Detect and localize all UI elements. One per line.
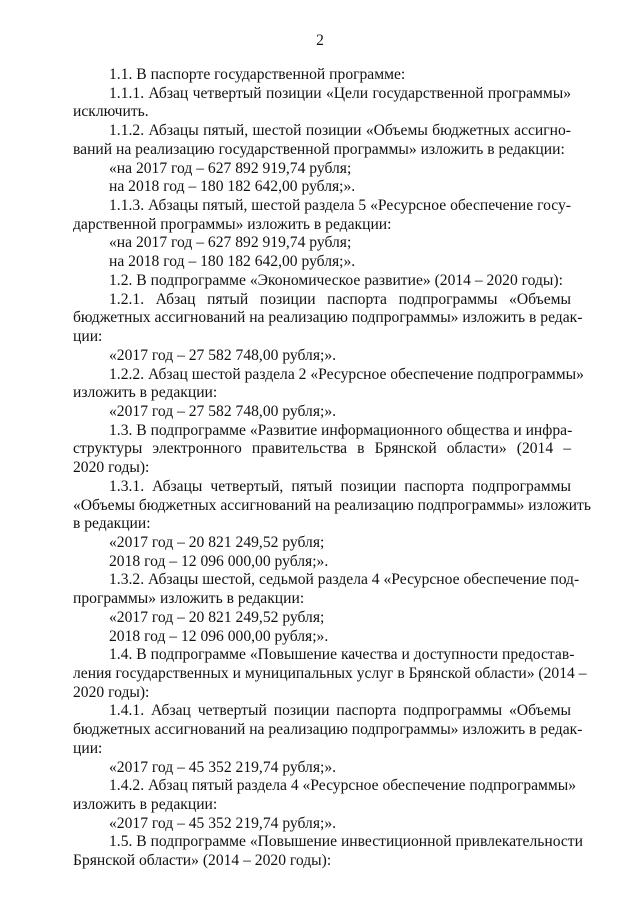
text-line: изложить в редакции: [73, 384, 218, 402]
text-line: 1.2.1. Абзац пятый позиции паспорта подпрограммы «Объемы [109, 290, 571, 308]
text-line: «на 2017 год – 627 892 919,74 рубля; [109, 234, 352, 252]
text-line: 1.2. В подпрограмме «Экономическое развитие» (2014 – 2020 годы): [109, 271, 563, 289]
document-body [73, 66, 591, 871]
text-line: ции: [73, 739, 103, 757]
text-line: 1.1. В паспорте государственной программе: [109, 66, 406, 83]
page-number: 2 [316, 32, 324, 49]
text-line: 1.4.2. Абзац пятый раздела 4 «Ресурсное обеспечение подпрограммы» [109, 777, 577, 795]
text-line: изложить в редакции: [73, 796, 218, 814]
text-line: 1.2.2. Абзац шестой раздела 2 «Ресурсное обеспечение подпрограммы» [109, 365, 584, 383]
text-line: программы» изложить в редакции: [73, 590, 305, 608]
text-line: «2017 год – 20 821 249,52 рубля; [109, 608, 325, 626]
text-line: 1.4.1. Абзац четвертый позиции паспорта подпрограммы «Объемы [109, 702, 571, 720]
text-line: дарственной программы» изложить в редакции: [73, 215, 392, 233]
text-line: 1.1.1. Абзац четвертый позиции «Цели государственной программы» [109, 84, 571, 102]
text-line: «2017 год – 27 582 748,00 рубля;». [109, 346, 337, 364]
text-line: Брянской области» (2014 – 2020 годы): [73, 852, 332, 870]
text-line: 2020 годы): [73, 683, 150, 701]
text-line: «2017 год – 45 352 219,74 рубля;». [109, 814, 337, 832]
text-line: ваний на реализацию государственной программы» изложить в редакции: [73, 140, 565, 158]
text-line: структуры электронного правительства в Брянской области» (2014 – [73, 440, 571, 458]
text-line: «2017 год – 45 352 219,74 рубля;». [109, 758, 337, 776]
text-line: бюджетных ассигнований на реализацию подпрограммы» изложить в редак- [73, 721, 583, 739]
text-line: 2018 год – 12 096 000,00 рубля;». [109, 552, 329, 570]
text-line: «Объемы бюджетных ассигнований на реализацию подпрограммы» изложить [73, 496, 591, 514]
text-line: 1.1.3. Абзацы пятый, шестой раздела 5 «Ресурсное обеспечение госу- [109, 197, 571, 215]
text-line: на 2018 год – 180 182 642,00 рубля;». [109, 178, 356, 196]
text-line: «на 2017 год – 627 892 919,74 рубля; [109, 159, 352, 177]
text-line: 1.3.1. Абзацы четвертый, пятый позиции паспорта подпрограммы [109, 477, 571, 495]
text-line: 1.3.2. Абзацы шестой, седьмой раздела 4 «Ресурсное обеспечение под- [109, 571, 580, 589]
text-line: 1.4. В подпрограмме «Повышение качества и доступности предостав- [109, 646, 575, 664]
text-line: ции: [73, 328, 103, 346]
text-line: 1.1.2. Абзацы пятый, шестой позиции «Объемы бюджетных ассигно- [109, 122, 571, 140]
text-line: бюджетных ассигнований на реализацию подпрограммы» изложить в редак- [73, 309, 583, 327]
text-line: исключить. [73, 103, 149, 121]
text-line: ления государственных и муниципальных услуг в Брянской области» (2014 – [73, 665, 587, 682]
text-line: 1.3. В подпрограмме «Развитие информационного общества и инфра- [109, 421, 573, 439]
text-line: в редакции: [73, 515, 151, 533]
text-line: «2017 год – 27 582 748,00 рубля;». [109, 402, 337, 420]
text-line: 2020 годы): [73, 459, 150, 477]
text-line: 1.5. В подпрограмме «Повышение инвестиционной привлекательности [109, 833, 583, 851]
text-line: на 2018 год – 180 182 642,00 рубля;». [109, 253, 356, 271]
text-line: 2018 год – 12 096 000,00 рубля;». [109, 627, 329, 645]
text-line: «2017 год – 20 821 249,52 рубля; [109, 533, 325, 551]
